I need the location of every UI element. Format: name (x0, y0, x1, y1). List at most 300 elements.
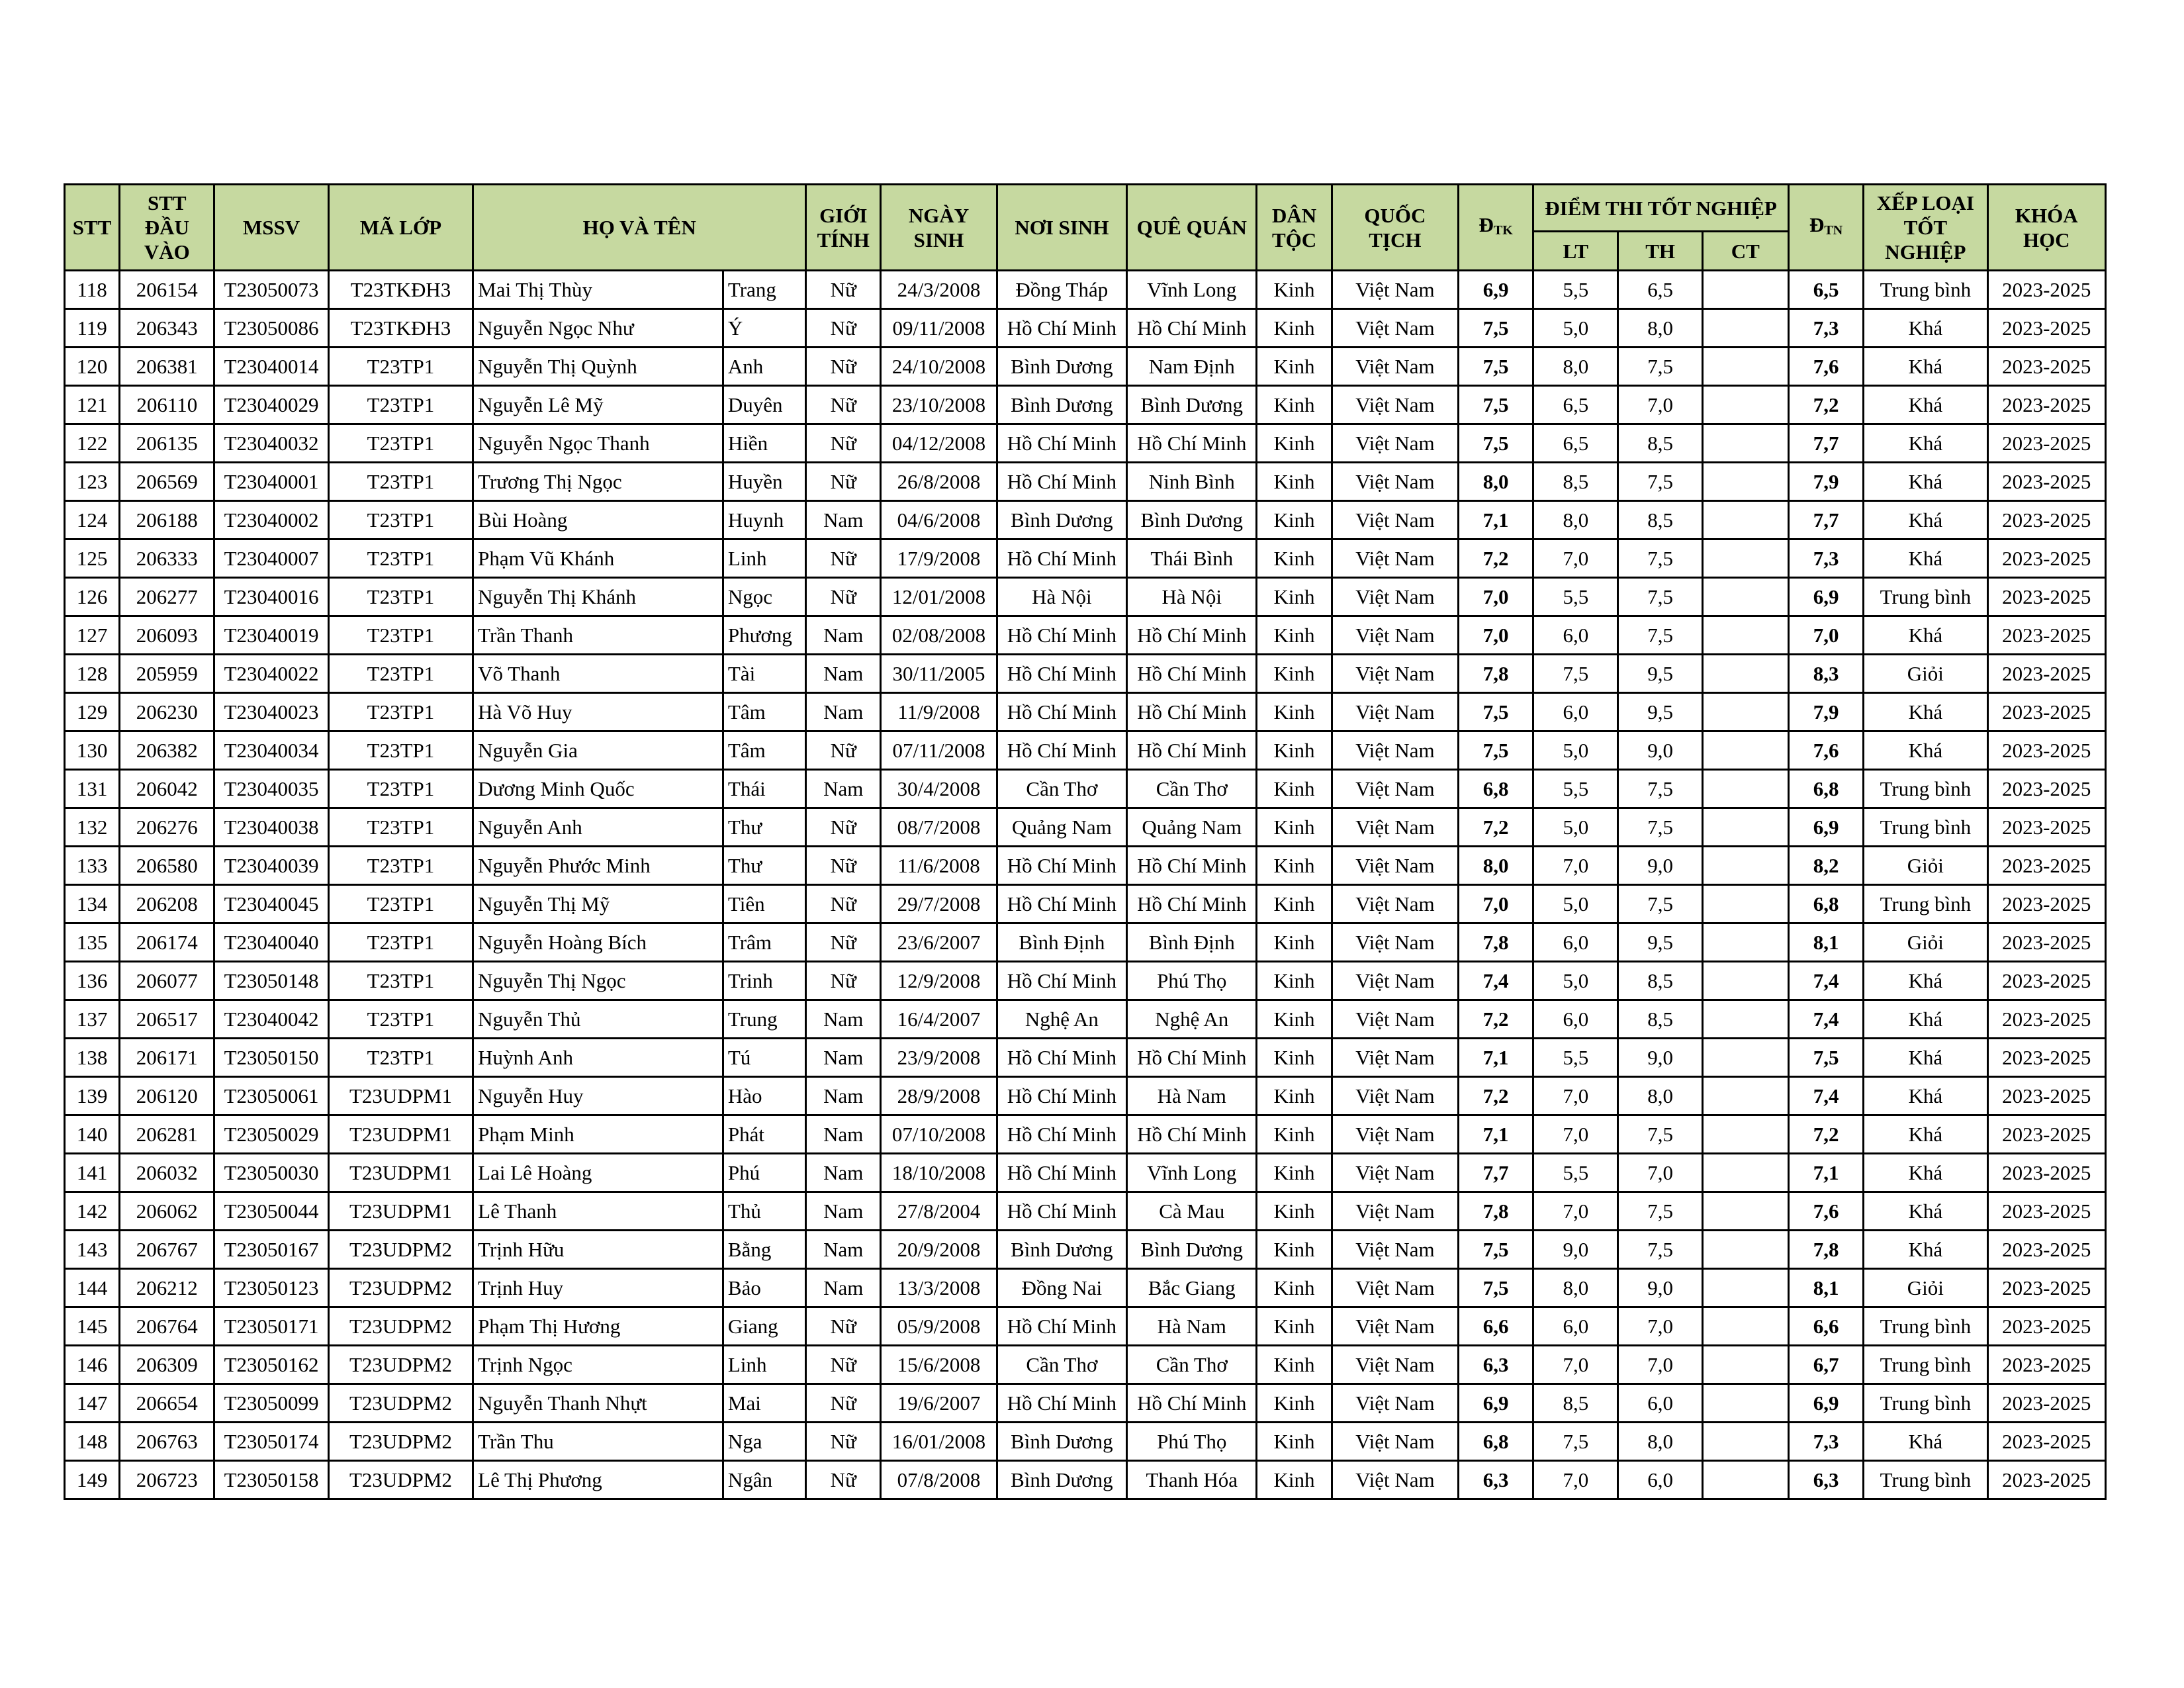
cell-stt-dau-vao: 206093 (120, 616, 214, 655)
cell-diem-ct (1702, 386, 1788, 424)
cell-que-quan: Ninh Bình (1127, 463, 1257, 501)
cell-khoa-hoc: 2023-2025 (1987, 693, 2105, 731)
cell-stt-dau-vao: 206042 (120, 770, 214, 808)
cell-khoa-hoc: 2023-2025 (1987, 731, 2105, 770)
cell-gioi-tinh: Nữ (806, 309, 881, 348)
cell-diem-ct (1702, 1039, 1788, 1077)
cell-stt: 147 (65, 1384, 120, 1423)
col-dtn (1788, 185, 1863, 271)
cell-diem-ct (1702, 1000, 1788, 1039)
cell-ngay-sinh: 24/3/2008 (881, 271, 997, 309)
cell-stt: 135 (65, 923, 120, 962)
cell-diem-lt: 8,5 (1533, 463, 1618, 501)
table-header (65, 185, 2106, 271)
col-ct: CT (1702, 232, 1788, 271)
cell-ma-lop: T23UDPM1 (328, 1192, 473, 1231)
dtn-main: Đ (1809, 212, 1825, 236)
cell-diem-lt: 7,0 (1533, 1461, 1618, 1499)
cell-dtn: 6,7 (1788, 1346, 1863, 1384)
cell-noi-sinh: Quảng Nam (997, 808, 1126, 847)
cell-ten: Ngọc (723, 578, 805, 616)
table-row (65, 1192, 2106, 1231)
cell-ten: Tú (723, 1039, 805, 1077)
cell-que-quan: Quảng Nam (1127, 808, 1257, 847)
cell-diem-th: 8,0 (1618, 309, 1702, 348)
cell-ho-dem: Trần Thu (473, 1423, 723, 1461)
cell-diem-th: 7,0 (1618, 386, 1702, 424)
cell-ma-lop: T23UDPM1 (328, 1077, 473, 1115)
cell-gioi-tinh: Nữ (806, 1423, 881, 1461)
cell-ngay-sinh: 12/01/2008 (881, 578, 997, 616)
cell-dan-toc: Kinh (1257, 1384, 1332, 1423)
cell-stt: 125 (65, 539, 120, 578)
cell-ho-dem: Nguyễn Thanh Nhựt (473, 1384, 723, 1423)
cell-dan-toc: Kinh (1257, 348, 1332, 386)
cell-dtk: 7,5 (1459, 693, 1533, 731)
cell-que-quan: Hồ Chí Minh (1127, 1115, 1257, 1154)
cell-khoa-hoc: 2023-2025 (1987, 1192, 2105, 1231)
cell-diem-th: 7,5 (1618, 1231, 1702, 1269)
table-row (65, 1423, 2106, 1461)
cell-khoa-hoc: 2023-2025 (1987, 539, 2105, 578)
table-row (65, 539, 2106, 578)
cell-stt-dau-vao: 206032 (120, 1154, 214, 1192)
cell-ma-lop: T23TP1 (328, 885, 473, 923)
cell-diem-lt: 8,0 (1533, 501, 1618, 539)
cell-noi-sinh: Bình Dương (997, 1423, 1126, 1461)
cell-ma-lop: T23TKĐH3 (328, 271, 473, 309)
col-ngay-sinh: NGÀY SINH (881, 185, 997, 271)
cell-khoa-hoc: 2023-2025 (1987, 578, 2105, 616)
table-row (65, 847, 2106, 885)
cell-dtn: 8,2 (1788, 847, 1863, 885)
col-khoa-hoc: KHÓA HỌC (1987, 185, 2105, 271)
cell-stt-dau-vao: 206309 (120, 1346, 214, 1384)
cell-dan-toc: Kinh (1257, 539, 1332, 578)
cell-stt: 121 (65, 386, 120, 424)
cell-ten: Linh (723, 539, 805, 578)
cell-dtn: 7,7 (1788, 424, 1863, 463)
cell-ngay-sinh: 26/8/2008 (881, 463, 997, 501)
cell-gioi-tinh: Nam (806, 1192, 881, 1231)
cell-ngay-sinh: 16/4/2007 (881, 1000, 997, 1039)
cell-dan-toc: Kinh (1257, 271, 1332, 309)
cell-ma-lop: T23UDPM2 (328, 1269, 473, 1307)
cell-ten: Hào (723, 1077, 805, 1115)
table-row (65, 1307, 2106, 1346)
cell-quoc-tich: Việt Nam (1332, 271, 1458, 309)
cell-diem-th: 8,5 (1618, 501, 1702, 539)
cell-noi-sinh: Hồ Chí Minh (997, 1039, 1126, 1077)
cell-xep-loai: Trung bình (1864, 578, 1987, 616)
cell-ngay-sinh: 07/11/2008 (881, 731, 997, 770)
table-row (65, 885, 2106, 923)
cell-que-quan: Hà Nam (1127, 1077, 1257, 1115)
cell-dan-toc: Kinh (1257, 1154, 1332, 1192)
cell-mssv: T23040029 (214, 386, 328, 424)
cell-khoa-hoc: 2023-2025 (1987, 1000, 2105, 1039)
cell-dtn: 6,9 (1788, 808, 1863, 847)
cell-mssv: T23040032 (214, 424, 328, 463)
cell-stt-dau-vao: 206343 (120, 309, 214, 348)
cell-dtn: 7,1 (1788, 1154, 1863, 1192)
cell-ten: Hiền (723, 424, 805, 463)
cell-mssv: T23040035 (214, 770, 328, 808)
cell-ten: Nga (723, 1423, 805, 1461)
cell-ngay-sinh: 04/6/2008 (881, 501, 997, 539)
cell-que-quan: Hồ Chí Minh (1127, 847, 1257, 885)
cell-noi-sinh: Hồ Chí Minh (997, 539, 1126, 578)
cell-diem-lt: 6,0 (1533, 616, 1618, 655)
cell-khoa-hoc: 2023-2025 (1987, 962, 2105, 1000)
cell-xep-loai: Khá (1864, 1039, 1987, 1077)
cell-stt-dau-vao: 206277 (120, 578, 214, 616)
cell-ho-dem: Trịnh Hữu (473, 1231, 723, 1269)
cell-dtn: 8,3 (1788, 655, 1863, 693)
cell-ngay-sinh: 05/9/2008 (881, 1307, 997, 1346)
cell-khoa-hoc: 2023-2025 (1987, 770, 2105, 808)
cell-dan-toc: Kinh (1257, 1077, 1332, 1115)
cell-dtk: 7,1 (1459, 1039, 1533, 1077)
cell-ngay-sinh: 23/9/2008 (881, 1039, 997, 1077)
cell-dtk: 7,5 (1459, 386, 1533, 424)
cell-ten: Trung (723, 1000, 805, 1039)
cell-khoa-hoc: 2023-2025 (1987, 655, 2105, 693)
table-row (65, 962, 2106, 1000)
table-row (65, 808, 2106, 847)
cell-stt-dau-vao: 206723 (120, 1461, 214, 1499)
cell-xep-loai: Khá (1864, 616, 1987, 655)
cell-stt-dau-vao: 206212 (120, 1269, 214, 1307)
cell-diem-lt: 5,0 (1533, 808, 1618, 847)
cell-diem-lt: 5,5 (1533, 1039, 1618, 1077)
cell-que-quan: Hồ Chí Minh (1127, 693, 1257, 731)
cell-que-quan: Bình Định (1127, 923, 1257, 962)
cell-ma-lop: T23TP1 (328, 847, 473, 885)
cell-dan-toc: Kinh (1257, 463, 1332, 501)
cell-ma-lop: T23UDPM2 (328, 1423, 473, 1461)
cell-mssv: T23050061 (214, 1077, 328, 1115)
cell-mssv: T23040016 (214, 578, 328, 616)
cell-diem-ct (1702, 885, 1788, 923)
cell-khoa-hoc: 2023-2025 (1987, 885, 2105, 923)
cell-quoc-tich: Việt Nam (1332, 1077, 1458, 1115)
cell-dan-toc: Kinh (1257, 770, 1332, 808)
cell-stt: 132 (65, 808, 120, 847)
cell-diem-th: 9,5 (1618, 693, 1702, 731)
cell-quoc-tich: Việt Nam (1332, 348, 1458, 386)
cell-mssv: T23040023 (214, 693, 328, 731)
cell-que-quan: Thanh Hóa (1127, 1461, 1257, 1499)
cell-ten: Giang (723, 1307, 805, 1346)
cell-diem-lt: 8,0 (1533, 348, 1618, 386)
cell-que-quan: Bình Dương (1127, 1231, 1257, 1269)
cell-noi-sinh: Hồ Chí Minh (997, 424, 1126, 463)
cell-dtk: 6,8 (1459, 1423, 1533, 1461)
cell-diem-th: 7,5 (1618, 616, 1702, 655)
cell-stt: 146 (65, 1346, 120, 1384)
cell-quoc-tich: Việt Nam (1332, 885, 1458, 923)
cell-gioi-tinh: Nam (806, 1231, 881, 1269)
cell-noi-sinh: Hồ Chí Minh (997, 1154, 1126, 1192)
cell-xep-loai: Khá (1864, 539, 1987, 578)
cell-ngay-sinh: 30/11/2005 (881, 655, 997, 693)
cell-dtn: 7,4 (1788, 1077, 1863, 1115)
cell-stt-dau-vao: 206654 (120, 1384, 214, 1423)
cell-ho-dem: Võ Thanh (473, 655, 723, 693)
cell-stt-dau-vao: 205959 (120, 655, 214, 693)
cell-gioi-tinh: Nữ (806, 962, 881, 1000)
cell-gioi-tinh: Nữ (806, 808, 881, 847)
cell-stt: 134 (65, 885, 120, 923)
cell-diem-lt: 6,0 (1533, 1000, 1618, 1039)
table-row (65, 1269, 2106, 1307)
cell-dtn: 6,6 (1788, 1307, 1863, 1346)
cell-diem-lt: 6,5 (1533, 386, 1618, 424)
cell-diem-th: 6,5 (1618, 271, 1702, 309)
table-row (65, 386, 2106, 424)
cell-diem-lt: 7,5 (1533, 1423, 1618, 1461)
cell-xep-loai: Trung bình (1864, 1346, 1987, 1384)
cell-que-quan: Bình Dương (1127, 386, 1257, 424)
cell-stt: 142 (65, 1192, 120, 1231)
cell-noi-sinh: Bình Dương (997, 1461, 1126, 1499)
cell-dan-toc: Kinh (1257, 1039, 1332, 1077)
cell-xep-loai: Trung bình (1864, 808, 1987, 847)
cell-diem-ct (1702, 309, 1788, 348)
table-row (65, 1384, 2106, 1423)
cell-que-quan: Hồ Chí Minh (1127, 616, 1257, 655)
cell-ngay-sinh: 16/01/2008 (881, 1423, 997, 1461)
cell-ten: Phương (723, 616, 805, 655)
cell-quoc-tich: Việt Nam (1332, 1461, 1458, 1499)
cell-dan-toc: Kinh (1257, 962, 1332, 1000)
cell-dtk: 6,6 (1459, 1307, 1533, 1346)
cell-gioi-tinh: Nữ (806, 1307, 881, 1346)
cell-xep-loai: Khá (1864, 348, 1987, 386)
cell-diem-lt: 5,5 (1533, 578, 1618, 616)
table-row (65, 693, 2106, 731)
cell-dtk: 7,7 (1459, 1154, 1533, 1192)
cell-dtn: 7,2 (1788, 386, 1863, 424)
cell-stt: 119 (65, 309, 120, 348)
cell-dtk: 6,3 (1459, 1346, 1533, 1384)
cell-ma-lop: T23TP1 (328, 808, 473, 847)
cell-dtk: 6,9 (1459, 271, 1533, 309)
col-xep-loai: XẾP LOẠI TỐT NGHIỆP (1864, 185, 1987, 271)
cell-stt: 124 (65, 501, 120, 539)
cell-gioi-tinh: Nữ (806, 463, 881, 501)
cell-diem-ct (1702, 1307, 1788, 1346)
cell-diem-ct (1702, 348, 1788, 386)
cell-ten: Thư (723, 847, 805, 885)
cell-diem-lt: 8,0 (1533, 1269, 1618, 1307)
cell-dtk: 7,5 (1459, 1231, 1533, 1269)
cell-diem-th: 7,5 (1618, 1192, 1702, 1231)
cell-ten: Tâm (723, 693, 805, 731)
cell-stt: 138 (65, 1039, 120, 1077)
cell-ma-lop: T23UDPM2 (328, 1307, 473, 1346)
cell-quoc-tich: Việt Nam (1332, 1115, 1458, 1154)
cell-dan-toc: Kinh (1257, 1115, 1332, 1154)
cell-stt: 133 (65, 847, 120, 885)
cell-khoa-hoc: 2023-2025 (1987, 424, 2105, 463)
cell-diem-th: 9,0 (1618, 1039, 1702, 1077)
cell-xep-loai: Trung bình (1864, 1307, 1987, 1346)
cell-dtn: 7,3 (1788, 1423, 1863, 1461)
cell-stt: 131 (65, 770, 120, 808)
cell-noi-sinh: Bình Dương (997, 386, 1126, 424)
cell-noi-sinh: Hồ Chí Minh (997, 885, 1126, 923)
cell-dan-toc: Kinh (1257, 501, 1332, 539)
cell-ngay-sinh: 11/9/2008 (881, 693, 997, 731)
cell-stt-dau-vao: 206135 (120, 424, 214, 463)
cell-diem-lt: 7,5 (1533, 655, 1618, 693)
cell-mssv: T23040014 (214, 348, 328, 386)
cell-gioi-tinh: Nữ (806, 271, 881, 309)
cell-xep-loai: Trung bình (1864, 271, 1987, 309)
cell-ho-dem: Nguyễn Anh (473, 808, 723, 847)
cell-diem-th: 7,5 (1618, 1115, 1702, 1154)
cell-gioi-tinh: Nữ (806, 1346, 881, 1384)
cell-ten: Trang (723, 271, 805, 309)
cell-diem-ct (1702, 770, 1788, 808)
cell-ten: Trinh (723, 962, 805, 1000)
cell-dan-toc: Kinh (1257, 731, 1332, 770)
cell-diem-th: 8,5 (1618, 1000, 1702, 1039)
cell-noi-sinh: Hồ Chí Minh (997, 309, 1126, 348)
cell-dtk: 7,0 (1459, 578, 1533, 616)
cell-ho-dem: Nguyễn Thị Khánh (473, 578, 723, 616)
cell-dtn: 7,5 (1788, 1039, 1863, 1077)
cell-ho-dem: Dương Minh Quốc (473, 770, 723, 808)
cell-stt-dau-vao: 206154 (120, 271, 214, 309)
cell-ma-lop: T23TP1 (328, 501, 473, 539)
cell-ten: Tâm (723, 731, 805, 770)
cell-que-quan: Hồ Chí Minh (1127, 731, 1257, 770)
cell-noi-sinh: Hồ Chí Minh (997, 731, 1126, 770)
cell-dtk: 8,0 (1459, 847, 1533, 885)
cell-dtn: 7,6 (1788, 1192, 1863, 1231)
cell-ten: Bảo (723, 1269, 805, 1307)
table-row (65, 1346, 2106, 1384)
cell-ho-dem: Lê Thị Phương (473, 1461, 723, 1499)
cell-ngay-sinh: 07/10/2008 (881, 1115, 997, 1154)
cell-ma-lop: T23TP1 (328, 923, 473, 962)
cell-ho-dem: Nguyễn Phước Minh (473, 847, 723, 885)
cell-noi-sinh: Đồng Tháp (997, 271, 1126, 309)
cell-ten: Mai (723, 1384, 805, 1423)
cell-que-quan: Cần Thơ (1127, 770, 1257, 808)
cell-dtk: 7,5 (1459, 348, 1533, 386)
cell-diem-lt: 6,0 (1533, 1307, 1618, 1346)
cell-mssv: T23040038 (214, 808, 328, 847)
cell-ho-dem: Nguyễn Thị Quỳnh (473, 348, 723, 386)
cell-diem-ct (1702, 693, 1788, 731)
cell-ho-dem: Nguyễn Thị Mỹ (473, 885, 723, 923)
cell-dtk: 7,8 (1459, 1192, 1533, 1231)
col-noi-sinh: NƠI SINH (997, 185, 1126, 271)
cell-dan-toc: Kinh (1257, 1461, 1332, 1499)
cell-diem-lt: 5,0 (1533, 309, 1618, 348)
cell-gioi-tinh: Nam (806, 770, 881, 808)
cell-ma-lop: T23TP1 (328, 539, 473, 578)
cell-khoa-hoc: 2023-2025 (1987, 309, 2105, 348)
cell-stt-dau-vao: 206077 (120, 962, 214, 1000)
cell-khoa-hoc: 2023-2025 (1987, 923, 2105, 962)
cell-gioi-tinh: Nam (806, 501, 881, 539)
cell-stt-dau-vao: 206764 (120, 1307, 214, 1346)
cell-quoc-tich: Việt Nam (1332, 731, 1458, 770)
cell-dtk: 7,0 (1459, 616, 1533, 655)
cell-ho-dem: Nguyễn Ngọc Thanh (473, 424, 723, 463)
table-row (65, 655, 2106, 693)
cell-dtn: 6,8 (1788, 770, 1863, 808)
cell-ma-lop: T23TP1 (328, 348, 473, 386)
cell-ten: Huynh (723, 501, 805, 539)
col-mssv: MSSV (214, 185, 328, 271)
col-que-quan: QUÊ QUÁN (1127, 185, 1257, 271)
cell-ma-lop: T23UDPM1 (328, 1154, 473, 1192)
cell-dan-toc: Kinh (1257, 808, 1332, 847)
cell-ngay-sinh: 19/6/2007 (881, 1384, 997, 1423)
cell-ten: Phú (723, 1154, 805, 1192)
cell-ma-lop: T23TP1 (328, 463, 473, 501)
cell-ho-dem: Nguyễn Hoàng Bích (473, 923, 723, 962)
cell-stt: 118 (65, 271, 120, 309)
cell-diem-ct (1702, 539, 1788, 578)
cell-ngay-sinh: 18/10/2008 (881, 1154, 997, 1192)
cell-diem-lt: 7,0 (1533, 1115, 1618, 1154)
cell-ma-lop: T23TP1 (328, 386, 473, 424)
cell-dtn: 7,9 (1788, 693, 1863, 731)
cell-xep-loai: Khá (1864, 1077, 1987, 1115)
cell-mssv: T23050148 (214, 962, 328, 1000)
cell-ma-lop: T23TP1 (328, 655, 473, 693)
cell-ten: Tài (723, 655, 805, 693)
cell-khoa-hoc: 2023-2025 (1987, 1154, 2105, 1192)
cell-diem-th: 7,5 (1618, 770, 1702, 808)
cell-mssv: T23050162 (214, 1346, 328, 1384)
cell-ma-lop: T23TP1 (328, 578, 473, 616)
cell-noi-sinh: Hồ Chí Minh (997, 463, 1126, 501)
cell-diem-ct (1702, 271, 1788, 309)
cell-xep-loai: Trung bình (1864, 1384, 1987, 1423)
cell-dtk: 6,3 (1459, 1461, 1533, 1499)
cell-diem-ct (1702, 501, 1788, 539)
cell-xep-loai: Trung bình (1864, 1461, 1987, 1499)
cell-diem-th: 7,0 (1618, 1307, 1702, 1346)
cell-quoc-tich: Việt Nam (1332, 655, 1458, 693)
cell-quoc-tich: Việt Nam (1332, 770, 1458, 808)
cell-xep-loai: Khá (1864, 693, 1987, 731)
cell-ngay-sinh: 02/08/2008 (881, 616, 997, 655)
cell-xep-loai: Khá (1864, 962, 1987, 1000)
cell-diem-lt: 5,0 (1533, 731, 1618, 770)
cell-quoc-tich: Việt Nam (1332, 386, 1458, 424)
cell-stt-dau-vao: 206763 (120, 1423, 214, 1461)
cell-dtn: 7,6 (1788, 348, 1863, 386)
cell-ma-lop: T23TP1 (328, 770, 473, 808)
cell-khoa-hoc: 2023-2025 (1987, 1423, 2105, 1461)
cell-diem-ct (1702, 808, 1788, 847)
cell-dan-toc: Kinh (1257, 1000, 1332, 1039)
cell-que-quan: Hà Nam (1127, 1307, 1257, 1346)
cell-gioi-tinh: Nữ (806, 1384, 881, 1423)
cell-quoc-tich: Việt Nam (1332, 501, 1458, 539)
cell-mssv: T23050044 (214, 1192, 328, 1231)
cell-xep-loai: Khá (1864, 1000, 1987, 1039)
